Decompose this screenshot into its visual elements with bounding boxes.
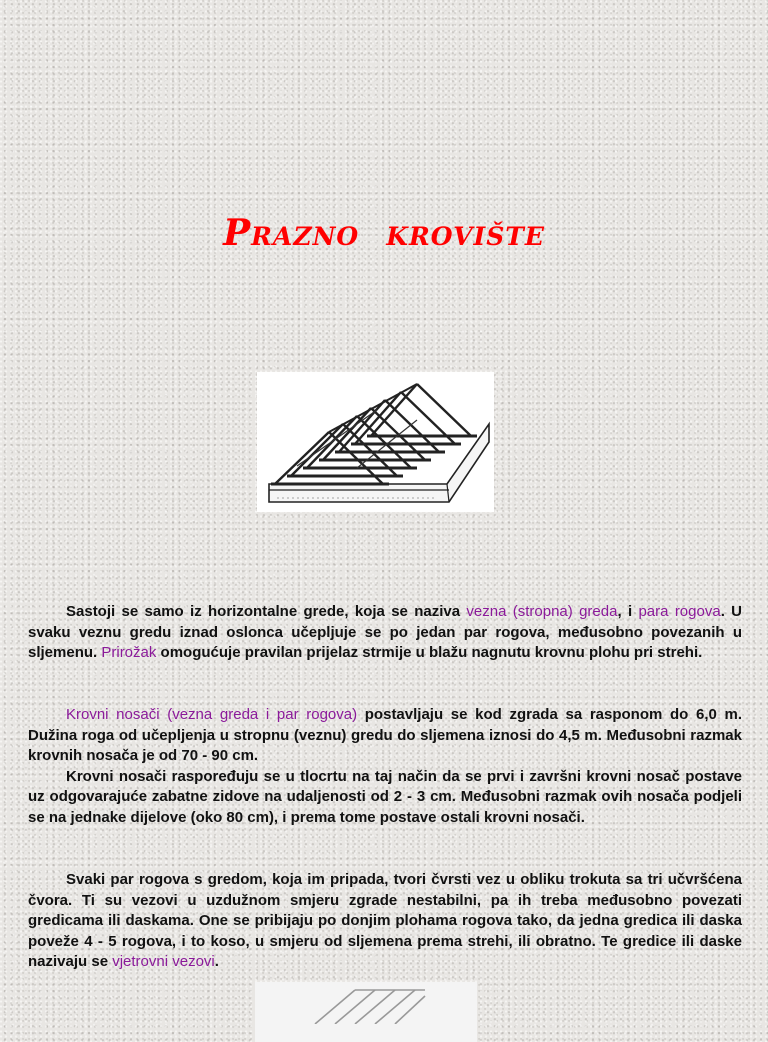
term-prirozak: Prirožak <box>101 644 157 661</box>
page-title: Prazno krovište <box>223 212 545 254</box>
text-run: . U svaku veznu gredu iznad oslonca učepljuje se po jedan par rogova, međusobno povezanih u sljemenu. <box>28 603 743 661</box>
text-run: Svaki par rogova s gredom, koja im pripada, tvori čvrsti vez u obliku trokuta sa tri učvršćena čvora. Ti su vezovi u uzdužnom smjeru zgrade nestabilni, pa ih treba međusobno povezati gredicama ili daskama. One se pribijaju po donjim plohama rogova tako, da jedna gredica ili daska poveže 4 - 5 rogova, i to koso, u smjeru od sljemena prema strehi, ili obratno. Te gredice ili daske nazivaju se <box>28 871 742 970</box>
term-vjetrovni-vezovi: vjetrovni vezovi <box>112 953 215 970</box>
roof-truss-illustration <box>257 372 494 512</box>
text-run: . <box>214 953 219 970</box>
text-run: postavljaju se kod zgrada sa rasponom do 6,0 m. Dužina roga od učepljenja u stropnu (veznu) gredu do sljemena iznosi do 4,5 m. Međusobni razmak krovnih nosača je od 70 - 90 cm. <box>28 706 743 764</box>
term-krovni-nosaci: Krovni nosači (vezna greda i par rogova) <box>66 706 358 723</box>
paragraph-2 <box>28 705 742 828</box>
roof-truss-illustration-2 <box>255 982 477 1042</box>
roof-truss-drawing-partial <box>255 982 477 1024</box>
text-run: , i <box>617 603 639 620</box>
term-vezna-greda: vezna (stropna) greda <box>466 603 618 620</box>
text-run: Krovni nosači raspoređuju se u tlocrtu na taj način da se prvi i završni krovni nosač postave uz odgovarajuće zabatne zidove na udaljenosti od 2 - 3 cm. Međusobni razmak ovih nosača podjeli se na jednake dijelove (oko 80 cm), i prema tome postave ostali krovni nosači. <box>28 767 742 826</box>
text-run: omogućuje pravilan prijelaz strmije u blažu nagnutu krovnu plohu pri strehi. <box>156 644 703 661</box>
paragraph-3 <box>28 870 742 973</box>
text-run: Sastoji se samo iz horizontalne grede, koja se naziva <box>66 603 467 620</box>
roof-truss-drawing <box>257 372 494 512</box>
paragraph-1 <box>28 602 742 664</box>
term-para-rogova: para rogova <box>638 603 721 620</box>
